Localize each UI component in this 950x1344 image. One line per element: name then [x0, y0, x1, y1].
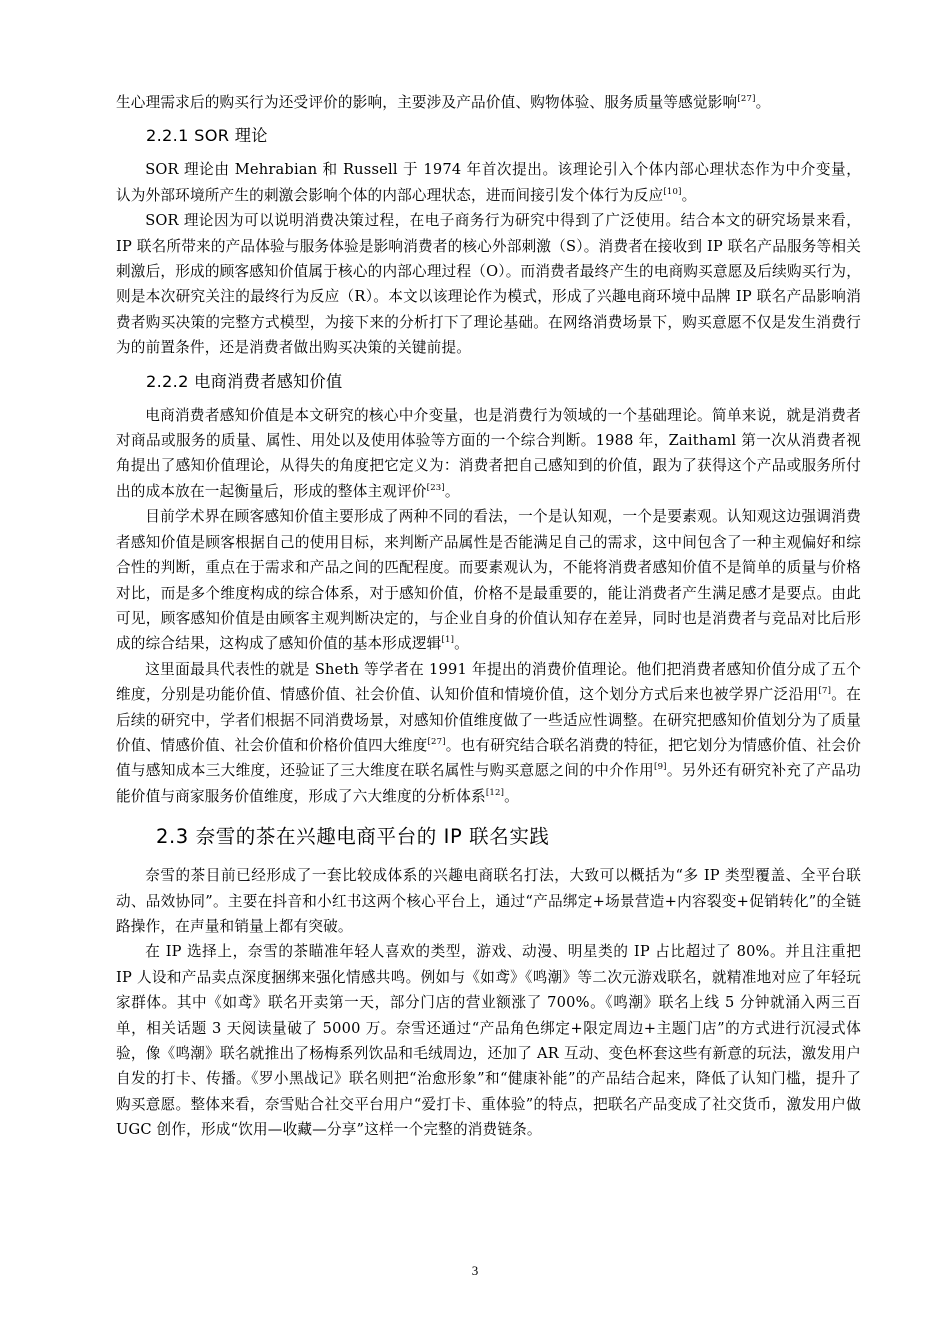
paragraph-text: 。: [454, 635, 469, 653]
citation-marker: [12]: [485, 787, 505, 798]
paragraph-text: 。另外还有研究补充了产品功能价值与商家服务价值维度，形成了六大维度的分析体系: [116, 762, 861, 805]
body-paragraph: [116, 939, 861, 1142]
paragraph-text: 。也有研究结合联名消费的特征，把它划分为情感价值、社会价值与感知成本三大维度，还验证了三大维度在联名属性与购买意愿之间的中介作用: [116, 736, 862, 780]
body-paragraph: [116, 504, 861, 656]
paragraph-text: SOR 理论因为可以说明消费决策过程，在电子商务行为研究中得到了广泛使用。结合本文的研究场景来看，IP 联名所带来的产品体验与服务体验是影响消费者的核心外部刺激（S）。消费者在接收到 IP 联名产品服务等相关刺激后，形成的顾客感知价值属于核心的内部心理过程（O）。而消费者最终产生的电商购买意愿及后续购买行为，则是本次研究关注的最终行为反应（R）。本文以该理论作为模式，形成了兴趣电商环境中品牌 IP 联名产品影响消费者购买决策的完整方式模型，为接下来的分析打下了理论基础。在网络消费场景下，购买意愿不仅是发生消费行为的前置条件，还是消费者做出购买决策的关键前提。: [116, 212, 861, 357]
paragraph-text: 。: [681, 186, 697, 204]
subsection-heading: 2.2.1 SOR 理论: [146, 126, 268, 146]
page-number: 3: [471, 1263, 479, 1278]
citation-marker: [27]: [427, 737, 446, 748]
paragraph-text: 。: [504, 787, 519, 805]
subsection-heading: 2.2.2 电商消费者感知价值: [146, 371, 343, 391]
body-paragraph: [116, 863, 861, 939]
paragraph-text: 目前学术界在顾客感知价值主要形成了两种不同的看法，一个是认知观，一个是要素观。认知观这边强调消费者感知价值是顾客根据自己的使用目标，来判断产品属性是否能满足自己的需求，这中间包含了一种主观偏好和综合性的判断，重点在于需求和产品之间的匹配程度。而要素观认为，不能将消费者感知价值不是简单的质量与价格对比，而是多个维度构成的综合体系，对于感知价值，价格不是最重要的，能让消费者产生满足感才是要点。由此可见，顾客感知价值是由顾客主观判断决定的，与企业自身的价值认知存在差异，同时也是消费者与竞品对比后形成的综合结果，这构成了感知价值的基本形成逻辑: [116, 508, 861, 653]
paragraph-text: 奈雪的茶目前已经形成了一套比较成体系的兴趣电商联名打法，大致可以概括为“多 IP 类型覆盖、全平台联动、品效协同”。主要在抖音和小红书这两个核心平台上，通过“产品绑定+场景营造+内容裂变+促销转化”的全链路操作，在声量和销量上都有突破。: [116, 867, 861, 935]
paragraph-text: 。在后续的研究中，学者们根据不同消费场景，对感知价值维度做了一些适应性调整。在研究把感知价值划分为了质量价值、情感价值、社会价值和价格价值四大维度: [116, 686, 862, 754]
paragraph-text: 生心理需求后的购买行为还受评价的影响，主要涉及产品价值、购物体验、服务质量等感觉影响: [116, 94, 738, 111]
paragraph-text: 。: [755, 94, 771, 111]
body-paragraph: [116, 208, 861, 360]
body-paragraph: [116, 657, 861, 809]
paragraph-text: 在 IP 选择上，奈雪的茶瞄准年轻人喜欢的类型，游戏、动漫、明星类的 IP 占比超过了 80%。并且注重把 IP 人设和产品卖点深度捆绑来强化情感共鸣。例如与《如鸢》《鸣潮》等二次元游戏联名，就精准地对应了年轻玩家群体。其中《如鸢》联名开卖第一天，部分门店的营业额涨了 700%。《鸣潮》联名上线 5 分钟就涌入两三百单，相关话题 3 天阅读量破了 5000 万。奈雪还通过“产品角色绑定+限定周边+主题门店”的方式进行沉浸式体验，像《鸣潮》联名就推出了杨梅系列饮品和毛绒周边，还加了 AR 互动、变色杯套这些有新意的玩法，激发用户自发的打卡、传播。《罗小黑战记》联名则把“治愈形象”和“健康补能”的产品结合起来，降低了认知门槛，提升了购买意愿。整体来看，奈雪贴合社交平台用户“爱打卡、重体验”的特点，把联名产品变成了社交货币，激发用户做 UGC 创作，形成“饮用—收藏—分享”这样一个完整的消费链条。: [116, 943, 861, 1139]
body-paragraph: [116, 403, 861, 505]
page-body: [116, 90, 861, 1143]
paragraph-text: SOR 理论由 Mehrabian 和 Russell 于 1974 年首次提出。该理论引入个体内部心理状态作为中介变量，认为外部环境所产生的刺激会影响个体的内部心理状态，进而间接引发个体行为反应: [116, 161, 861, 204]
paragraph-text: 。: [444, 482, 460, 500]
citation-marker: [23]: [426, 483, 445, 494]
citation-marker: [27]: [737, 94, 756, 105]
citation-marker: [10]: [663, 186, 682, 197]
section-heading: 2.3 奈雪的茶在兴趣电商平台的 IP 联名实践: [156, 825, 550, 849]
citation-marker: [7]: [818, 686, 832, 697]
citation-marker: [1]: [441, 635, 455, 646]
paragraph-text: 这里面最具代表性的就是 Sheth 等学者在 1991 年提出的消费价值理论。他们把消费者感知价值分成了五个维度，分别是功能价值、情感价值、社会价值、认知价值和情境价值，这个划分方式后来也被学界广泛沿用: [116, 660, 861, 704]
body-paragraph: [116, 90, 861, 115]
paragraph-text: 电商消费者感知价值是本文研究的核心中介变量，也是消费行为领域的一个基础理论。简单来说，就是消费者对商品或服务的质量、属性、用处以及使用体验等方面的一个综合判断。1988 年，Zaithaml 第一次从消费者视角提出了感知价值理论，从得失的角度把它定义为：消费者把自己感知到的价值，跟为了获得这个产品或服务所付出的成本放在一起衡量后，形成的整体主观评价: [116, 406, 861, 500]
body-paragraph: [116, 157, 861, 208]
citation-marker: [9]: [654, 762, 667, 773]
